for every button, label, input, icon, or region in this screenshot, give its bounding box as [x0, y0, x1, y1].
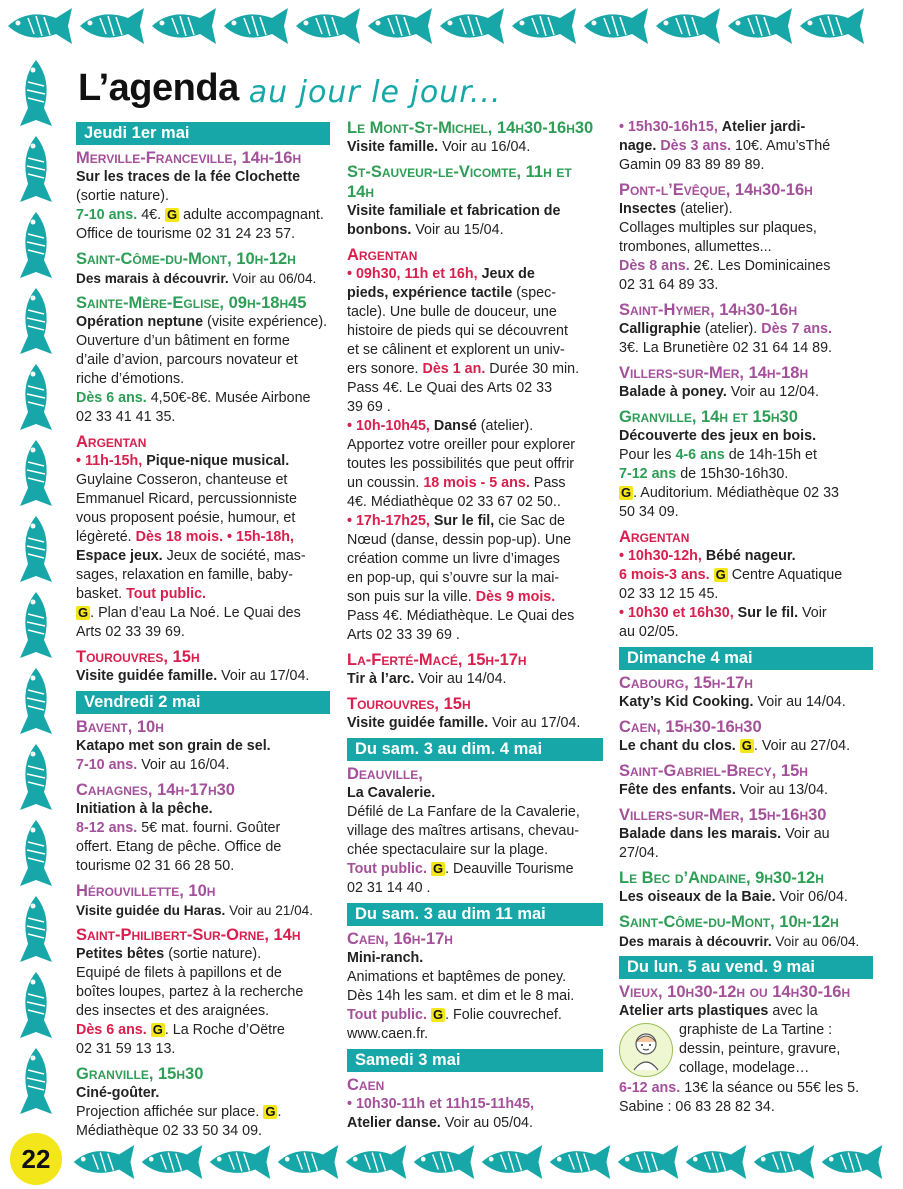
event-text: 02 31 64 89 33.: [619, 277, 719, 293]
left-fish-border: [16, 56, 56, 1120]
fish-icon: [16, 816, 56, 892]
fish-icon: [818, 1140, 886, 1184]
event-location: Villers-sur-Mer, 14h-18h: [619, 364, 809, 382]
fish-icon: [16, 56, 56, 132]
event-text: 50 34 09.: [619, 504, 679, 520]
event-location: Sainte-Mère-Eglise, 09h-18h45: [76, 294, 307, 312]
event-text: trombones, allumettes...: [619, 239, 772, 255]
event-text: Pour les: [619, 447, 672, 463]
event-text: (sortie nature).: [76, 188, 169, 204]
event-title: Fête des enfants.: [619, 782, 736, 798]
free-badge: G: [432, 1007, 444, 1022]
event-text: Voir au 14/04.: [418, 671, 507, 687]
event-text: 4€. Médiathèque 02 33 67 02 50..: [347, 494, 561, 510]
fish-icon: [796, 4, 868, 48]
event: [347, 764, 603, 898]
event-text: Collages multiples sur plaques,: [619, 220, 817, 236]
event-text: cie Sac de: [498, 513, 566, 529]
event-text: 02 31 14 40 .: [347, 880, 431, 896]
event-location: Argentan: [76, 433, 147, 451]
event-text: adulte accompagnant.: [183, 207, 324, 223]
free-badge: G: [167, 207, 178, 222]
title-script: au jour le jour...: [248, 75, 502, 110]
fish-icon: [16, 208, 56, 284]
event-text: 4,50€-8€. Musée Airbone: [150, 390, 311, 406]
event-location: Saint-Hymer, 14h30-16h: [619, 301, 798, 319]
event: [347, 162, 603, 240]
event-title: Visite familiale et fabrication de: [347, 203, 561, 219]
event-text: (visite expérience).: [207, 314, 328, 330]
event-location: Cahagnes, 14h-17h30: [76, 781, 235, 799]
event-title: pieds, expérience tactile: [347, 285, 513, 301]
event-title: Jeux de: [481, 266, 535, 282]
event-text: Gamin 09 83 89 89 89.: [619, 157, 765, 173]
event-title: Atelier danse.: [347, 1115, 441, 1131]
age-range: 4-6 ans: [675, 447, 725, 463]
event-text: graphiste de La Tartine :: [679, 1022, 833, 1038]
fish-icon: [16, 284, 56, 360]
event: [76, 647, 330, 686]
age-range: 7-12 ans: [619, 466, 677, 482]
column-2: [347, 118, 603, 1138]
event-text: au 02/05.: [619, 624, 679, 640]
event-title: Découverte des jeux en bois.: [619, 428, 817, 444]
event-text: son puis sur la ville.: [347, 589, 472, 605]
column-3: [619, 118, 873, 1122]
event-text: . Folie couvrechef.: [445, 1007, 562, 1023]
fish-icon: [724, 4, 796, 48]
fish-icon: [614, 1140, 682, 1184]
event: [619, 717, 873, 756]
fish-icon: [16, 740, 56, 816]
event-text: Arts 02 33 39 69.: [76, 624, 185, 640]
event-location: Bavent, 10h: [76, 718, 164, 736]
event-title: Balade à poney.: [619, 384, 727, 400]
fish-icon: [220, 4, 292, 48]
event-time: • 09h30, 11h et 16h,: [347, 266, 478, 282]
event-text: dessin, peinture, gravure,: [679, 1041, 841, 1057]
event: [619, 761, 873, 800]
event-location: Le Bec d’Andaine, 9h30-12h: [619, 869, 824, 887]
event-text: . Plan d’eau La Noé. Le Quai des: [90, 605, 301, 621]
event-title: Atelier jardi-: [721, 119, 806, 135]
day-header: Du sam. 3 au dim 11 mai: [347, 903, 603, 926]
event-location: Merville-Franceville, 14h-16h: [76, 149, 302, 167]
event-title: Visite guidée famille.: [347, 715, 489, 731]
event-time: • 10h30-11h et 11h15-11h45,: [347, 1096, 535, 1112]
event: [619, 180, 873, 295]
event-title: Petites bêtes: [76, 946, 165, 962]
event-text: basket.: [76, 586, 123, 602]
event-location: Granville, 14h et 15h30: [619, 408, 798, 426]
event: [619, 363, 873, 402]
event-text: www.caen.fr.: [347, 1026, 429, 1042]
event-title: Katapo met son grain de sel.: [76, 738, 271, 754]
event-title: Bébé nageur.: [705, 548, 796, 564]
day-header: Du lun. 5 au vend. 9 mai: [619, 956, 873, 979]
fish-icon: [16, 1044, 56, 1120]
event-text: création comme un livre d’images: [347, 551, 560, 567]
event: [619, 300, 873, 358]
event: [76, 780, 330, 876]
event: [619, 118, 873, 175]
event: [76, 432, 330, 642]
event-title: Tir à l’arc.: [347, 671, 415, 687]
fish-icon: [652, 4, 724, 48]
event-title: Visite guidée du Haras.: [76, 903, 226, 918]
fish-icon: [16, 360, 56, 436]
event-text: Voir au 06/04.: [775, 934, 860, 949]
free-badge: G: [78, 605, 89, 620]
event: [619, 673, 873, 712]
event: [347, 929, 603, 1044]
event-text: (sortie nature).: [168, 946, 262, 962]
event-text: .: [277, 1104, 282, 1120]
day-header: Dimanche 4 mai: [619, 647, 873, 670]
girl-illustration: [619, 1023, 673, 1077]
event-title: Calligraphie: [619, 321, 701, 337]
event-text: 02 33 41 41 35.: [76, 409, 176, 425]
event-text: Ouverture d’un bâtiment en forme: [76, 333, 290, 349]
girl-illustration-icon: [626, 1028, 666, 1072]
event-time: • 17h-17h25,: [347, 513, 430, 529]
event-text: Apportez votre oreiller pour explorer: [347, 437, 576, 453]
age-range: Dès 1 an.: [422, 361, 486, 377]
audience: Tout public.: [347, 861, 427, 877]
fish-icon: [148, 4, 220, 48]
event-title: Visite guidée famille.: [76, 668, 218, 684]
fish-icon: [16, 664, 56, 740]
event-text: (atelier).: [480, 418, 534, 434]
event-location: Caen, 16h-17h: [347, 930, 453, 948]
event-text: offert. Etang de pêche. Office de: [76, 839, 282, 855]
event-text: 4€.: [141, 207, 162, 223]
event: [347, 694, 603, 733]
event-text: de 15h30-16h30.: [680, 466, 789, 482]
event-location: Hérouvillette, 10h: [76, 882, 216, 900]
fish-icon: [206, 1140, 274, 1184]
fish-icon: [364, 4, 436, 48]
event-text: Voir au 15/04.: [415, 222, 504, 238]
fish-icon: [546, 1140, 614, 1184]
event-location: Caen: [347, 1076, 385, 1094]
event-title: Le chant du clos.: [619, 738, 736, 754]
event-text: Voir au 17/04.: [221, 668, 310, 684]
event-location: Deauville,: [347, 765, 423, 783]
event-text: Pass: [533, 475, 566, 491]
event-title: Visite famille.: [347, 139, 439, 155]
event-location: Pont-l’Evêque, 14h30-16h: [619, 181, 813, 199]
event-location: Saint-Côme-du-Mont, 10h-12h: [76, 250, 296, 268]
event-text: . Deauville Tourisme: [445, 861, 574, 877]
event-text: Voir au 06/04.: [232, 271, 317, 286]
page-title: [78, 62, 501, 110]
event-text: . La Roche d’Oëtre: [164, 1022, 285, 1038]
event-location: Tourouvres, 15h: [76, 648, 200, 666]
event-location: St-Sauveur-le-Vicomte, 11h et 14h: [347, 163, 572, 201]
event: [347, 1075, 603, 1133]
event-title: Espace jeux.: [76, 548, 163, 564]
audience: Tout public.: [347, 1007, 427, 1023]
age-range: Dès 7 ans.: [761, 321, 832, 337]
day-header: Samedi 3 mai: [347, 1049, 603, 1072]
event-time: • 15h30-16h15,: [619, 119, 718, 135]
age-range: Dès 9 mois.: [475, 589, 556, 605]
event-time: • 10h30 et 16h30,: [619, 605, 734, 621]
fish-icon: [16, 892, 56, 968]
event-text: vous proposent poésie, humour, et: [76, 510, 296, 526]
day-header: Vendredi 2 mai: [76, 691, 330, 714]
event-location: Argentan: [619, 528, 690, 546]
event-time: • 10h-10h45,: [347, 418, 430, 434]
event: [619, 407, 873, 522]
event-text: Voir au 12/04.: [730, 384, 820, 400]
event-location: Cabourg, 15h-17h: [619, 674, 753, 692]
event-text: Défilé de La Fanfare de la Cavalerie,: [347, 804, 580, 820]
event-title: Pique-nique musical.: [146, 453, 290, 469]
event-text: 13€ la séance ou 55€ les 5.: [684, 1080, 860, 1096]
age-range: Dès 18 mois.: [135, 529, 224, 545]
event-title: Sur les traces de la fée Clochette: [76, 169, 301, 185]
event-title: Sur le fil,: [433, 513, 495, 529]
age-range: Dès 6 ans.: [76, 390, 147, 406]
fish-icon: [76, 4, 148, 48]
event: [619, 805, 873, 863]
event-text: Voir 06/04.: [779, 889, 848, 905]
age-range: 8-12 ans.: [76, 820, 138, 836]
event-text: . Voir au 27/04.: [753, 738, 851, 754]
event-text: Voir: [802, 605, 827, 621]
event-title: Katy’s Kid Cooking.: [619, 694, 754, 710]
event-text: Guylaine Cosseron, chanteuse et: [76, 472, 288, 488]
event-text: 10€. Amu’sThé: [735, 138, 831, 154]
event-text: légèreté.: [76, 529, 132, 545]
event: [76, 249, 330, 288]
event-title: Atelier arts plastiques: [619, 1003, 769, 1019]
event-text: collage, modelage…: [679, 1060, 810, 1076]
event-text: Sabine : 06 83 28 82 34.: [619, 1099, 775, 1115]
event-text: Voir au 13/04.: [739, 782, 829, 798]
event-location: Vieux, 10h30-12h ou 14h30-16h: [619, 983, 851, 1001]
event-text: Voir au 05/04.: [444, 1115, 533, 1131]
event-location: Caen, 15h30-16h30: [619, 718, 762, 736]
page-number: 22: [10, 1133, 62, 1185]
event-text: 02 31 59 13 13.: [76, 1041, 176, 1057]
fish-icon: [16, 512, 56, 588]
event-text: (spec-: [516, 285, 557, 301]
event-location: Argentan: [347, 246, 418, 264]
event-text: tacle). Une bulle de douceur, une: [347, 304, 557, 320]
event-text: Equipé de filets à papillons et de: [76, 965, 282, 981]
event: [347, 118, 603, 157]
event: [76, 293, 330, 427]
event-text: Médiathèque 02 33 50 34 09.: [76, 1123, 263, 1139]
fish-icon: [410, 1140, 478, 1184]
event-text: Office de tourisme 02 31 24 23 57.: [76, 226, 296, 242]
event-text: 5€ mat. fourni. Goûter: [141, 820, 281, 836]
event-title: Opération neptune: [76, 314, 204, 330]
event-title: Sur le fil.: [737, 605, 799, 621]
fish-icon: [580, 4, 652, 48]
event-text: Voir au 21/04.: [229, 903, 314, 918]
event: [76, 925, 330, 1059]
free-badge: G: [152, 1022, 163, 1037]
event-location: Saint-Côme-du-Mont, 10h-12h: [619, 913, 839, 931]
bottom-fish-border: [70, 1140, 886, 1184]
event-text: Animations et baptêmes de poney.: [347, 969, 567, 985]
event-text: toutes les possibilités que peut offrir: [347, 456, 575, 472]
fish-icon: [4, 4, 76, 48]
event: [619, 527, 873, 642]
event: [347, 650, 603, 689]
event-text: Jeux de société, mas-: [166, 548, 306, 564]
event-text: chée spectaculaire sur la plage.: [347, 842, 549, 858]
event-text: Pass 4€. Le Quai des Arts 02 33: [347, 380, 553, 396]
event-title: Les oiseaux de la Baie.: [619, 889, 776, 905]
column-1: [76, 118, 330, 1146]
fish-icon: [750, 1140, 818, 1184]
fish-icon: [292, 4, 364, 48]
event-text: (atelier).: [680, 201, 733, 217]
event-text: Voir au 16/04.: [442, 139, 531, 155]
event-text: tourisme 02 31 66 28 50.: [76, 858, 235, 874]
event-text: d’aile d’avion, parcours novateur et: [76, 352, 298, 368]
event-text: 3€. La Brunetière 02 31 64 14 89.: [619, 340, 833, 356]
event-text: boîtes loupes, partez à la recherche: [76, 984, 304, 1000]
event-location: Saint-Gabriel-Brecy, 15h: [619, 762, 808, 780]
event: [347, 245, 603, 645]
event-location: Granville, 15h30: [76, 1065, 204, 1083]
age-range: Dès 8 ans.: [619, 258, 690, 274]
age-range: 6 mois-3 ans.: [619, 567, 710, 583]
event-text: 27/04.: [619, 845, 659, 861]
event: [76, 881, 330, 920]
event-title: Insectes: [619, 201, 677, 217]
event-title: Des marais à découvrir.: [76, 271, 229, 286]
age-range: 18 mois - 5 ans.: [423, 475, 530, 491]
event-text: Voir au 16/04.: [141, 757, 230, 773]
free-badge: G: [432, 861, 444, 876]
event-text: Emmanuel Ricard, percussionniste: [76, 491, 297, 507]
event-location: Villers-sur-Mer, 15h-16h30: [619, 806, 827, 824]
event-text: riche d’émotions.: [76, 371, 185, 387]
top-fish-border: [4, 4, 868, 48]
age-range: 6-12 ans.: [619, 1080, 681, 1096]
fish-icon: [342, 1140, 410, 1184]
event: [619, 868, 873, 907]
event-text: Arts 02 33 39 69 .: [347, 627, 460, 643]
event-time: • 11h-15h,: [76, 453, 143, 469]
fish-icon: [508, 4, 580, 48]
event-text: village des maîtres artisans, chevau-: [347, 823, 580, 839]
event-title: La Cavalerie.: [347, 785, 436, 801]
event-text: Pass 4€. Médiathèque. Le Quai des: [347, 608, 575, 624]
event-title: Balade dans les marais.: [619, 826, 782, 842]
event-text: un coussin.: [347, 475, 420, 491]
event-location: Le Mont-St-Michel, 14h30-16h30: [347, 119, 594, 137]
event-text: Durée 30 min.: [489, 361, 580, 377]
day-header: Du sam. 3 au dim. 4 mai: [347, 738, 603, 761]
fish-icon: [682, 1140, 750, 1184]
event-text: Centre Aquatique: [731, 567, 843, 583]
free-badge: G: [715, 567, 726, 582]
event-text: (atelier).: [704, 321, 758, 337]
fish-icon: [16, 588, 56, 664]
event-text: Dès 14h les sam. et dim et le 8 mai.: [347, 988, 575, 1004]
event: [76, 1064, 330, 1141]
event-text: des insectes et des araignées.: [76, 1003, 270, 1019]
event-text: Voir au: [785, 826, 830, 842]
event-location: La-Ferté-Macé, 15h-17h: [347, 651, 527, 669]
event-text: histoire de pieds qui se découvrent: [347, 323, 568, 339]
audience: Tout public.: [126, 586, 207, 602]
event: [619, 982, 873, 1117]
event-text: et se câlinent et explorent un univ-: [347, 342, 565, 358]
event: [76, 717, 330, 775]
fish-icon: [16, 436, 56, 512]
day-header: Jeudi 1er mai: [76, 122, 330, 145]
event-text: sages, relaxation en famille, baby-: [76, 567, 293, 583]
fish-icon: [436, 4, 508, 48]
fish-icon: [138, 1140, 206, 1184]
age-range: Dès 3 ans.: [660, 138, 732, 154]
event-text: ers sonore.: [347, 361, 419, 377]
event-title: Dansé: [433, 418, 477, 434]
fish-icon: [478, 1140, 546, 1184]
age-range: Dès 6 ans.: [76, 1022, 147, 1038]
age-range: 7-10 ans.: [76, 757, 138, 773]
fish-icon: [274, 1140, 342, 1184]
fish-icon: [16, 132, 56, 208]
event-title: Des marais à découvrir.: [619, 934, 772, 949]
event-text: Projection affichée sur place.: [76, 1104, 260, 1120]
event-title: Ciné-goûter.: [76, 1085, 160, 1101]
event-title: bonbons.: [347, 222, 412, 238]
event-title: Initiation à la pêche.: [76, 801, 213, 817]
event-text: Voir au 17/04.: [492, 715, 581, 731]
event-time: • 10h30-12h,: [619, 548, 702, 564]
event-time: • 15h-18h,: [227, 529, 295, 545]
title-main: L’agenda: [78, 67, 239, 109]
event-text: en pop-up, qui s’ouvre sur la mai-: [347, 570, 560, 586]
free-badge: G: [621, 485, 632, 500]
fish-icon: [16, 968, 56, 1044]
event-title: Mini-ranch.: [347, 950, 424, 966]
event-text: . Auditorium. Médiathèque 02 33: [633, 485, 839, 501]
age-range: 7-10 ans.: [76, 207, 138, 223]
fish-icon: [70, 1140, 138, 1184]
event-text: 39 69 .: [347, 399, 391, 415]
event-text: 2€. Les Dominicaines: [693, 258, 831, 274]
event-text: Voir au 14/04.: [757, 694, 846, 710]
event-text: avec la: [772, 1003, 818, 1019]
event-text: Nœud (danse, dessin pop-up). Une: [347, 532, 572, 548]
event-text: 02 33 12 15 45.: [619, 586, 719, 602]
event-title: nage.: [619, 138, 657, 154]
event: [76, 148, 330, 244]
free-badge: G: [741, 738, 752, 753]
event-text: de 14h-15h et: [728, 447, 817, 463]
event-location: Saint-Philibert-Sur-Orne, 14h: [76, 926, 301, 944]
event-location: Tourouvres, 15h: [347, 695, 471, 713]
event: [619, 912, 873, 951]
free-badge: G: [265, 1104, 276, 1119]
